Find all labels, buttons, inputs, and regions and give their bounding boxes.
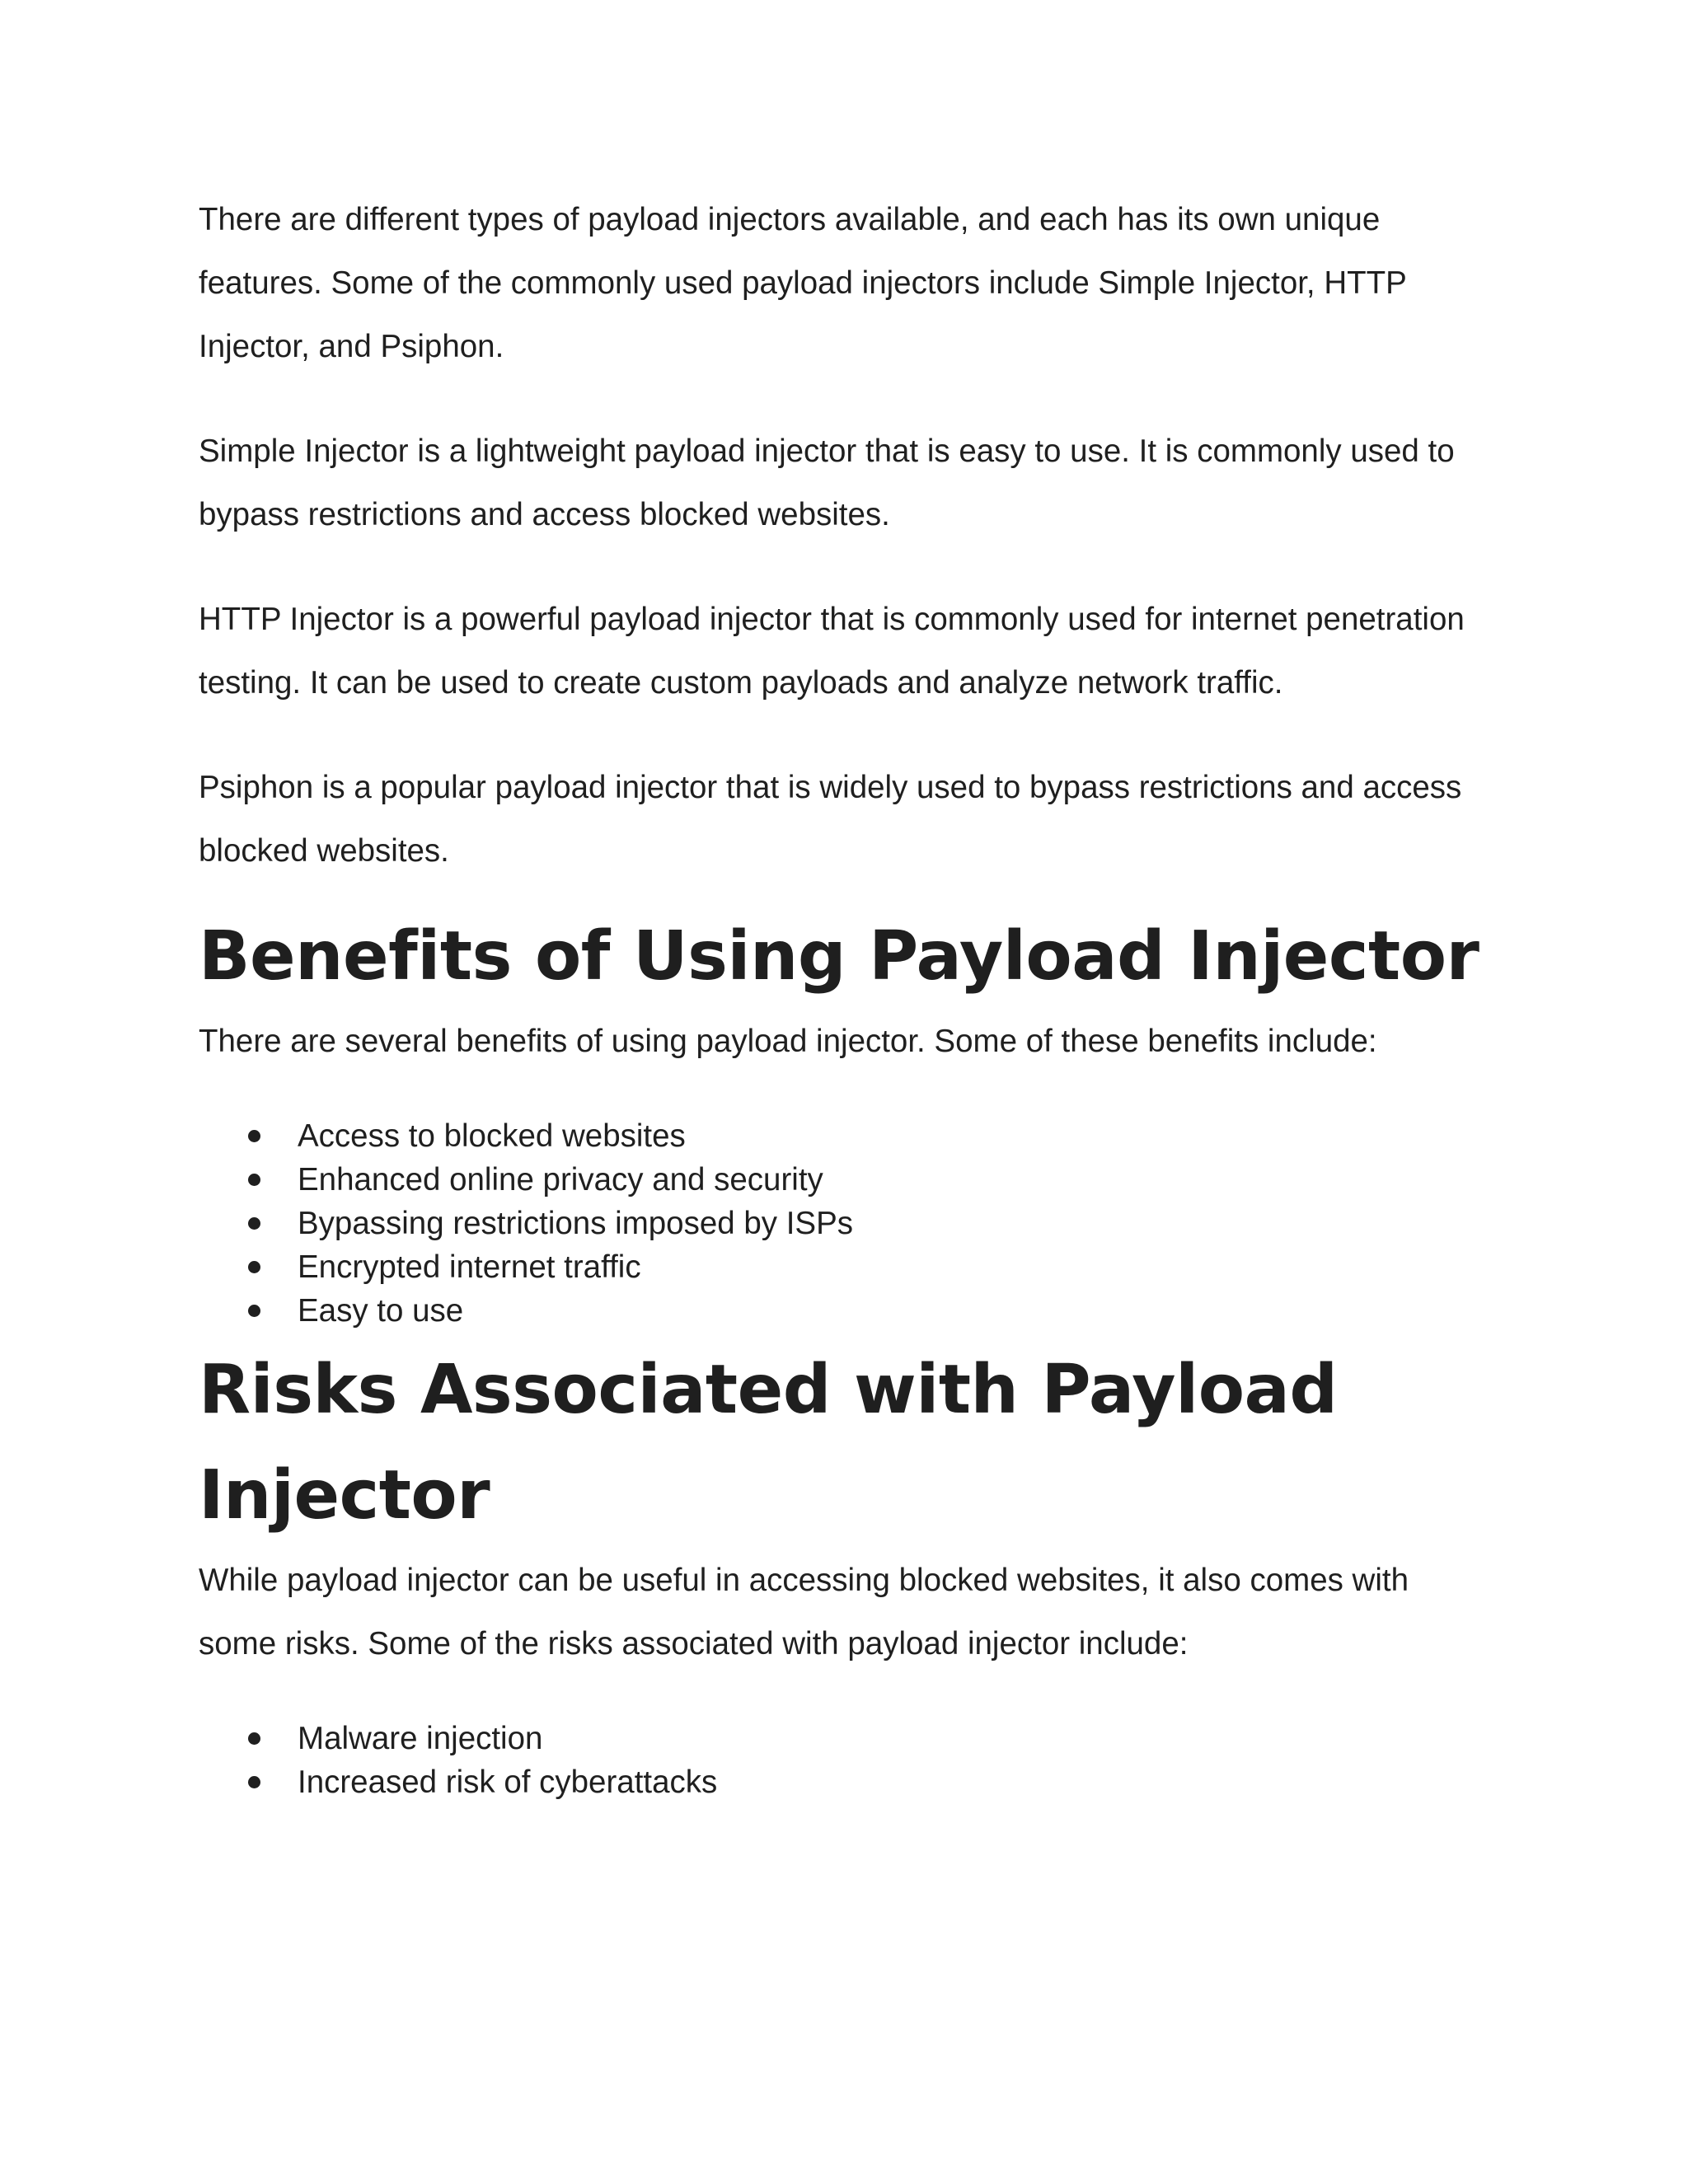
benefits-heading: Benefits of Using Payload Injector (199, 917, 1479, 996)
list-item (199, 1760, 1501, 1804)
bullet-icon (248, 1732, 260, 1745)
list-item (199, 1289, 1501, 1333)
risks-heading (199, 1338, 1501, 1549)
bullet-icon (248, 1776, 260, 1788)
document-page (199, 188, 1501, 1804)
intro-paragraph-types-text: There are different types of payload injectors available, and each has its own unique features. Some of the commonly used payload injectors include Simple Injector, HTTP Injector, and Psiphon. (199, 202, 1407, 364)
list-item-text: Enhanced online privacy and security (298, 1162, 823, 1197)
benefits-intro: There are several benefits of using payload injector. Some of these benefits include: (199, 1024, 1377, 1059)
list-item (199, 1114, 1501, 1158)
risks-heading-line2: Injector (199, 1456, 490, 1535)
list-item (199, 1202, 1501, 1245)
intro-paragraph-psiphon-text: Psiphon is a popular payload injector that is widely used to bypass restrictions and access blocked websites. (199, 770, 1462, 869)
list-item-text: Easy to use (298, 1293, 464, 1329)
list-item-text: Access to blocked websites (298, 1118, 686, 1154)
intro-paragraph-types (199, 188, 1468, 378)
list-item-text: Malware injection (298, 1721, 543, 1756)
risks-intro-text: While payload injector can be useful in accessing blocked websites, it also comes with some risks. Some of the risks associated with payload injector include: (199, 1563, 1409, 1661)
bullet-icon (248, 1261, 260, 1273)
list-item (199, 1245, 1501, 1289)
risks-heading-line1: Risks Associated with Payload (199, 1351, 1338, 1429)
intro-paragraph-http-injector-text: HTTP Injector is a powerful payload injector that is commonly used for internet penetration testing. It can be used to create custom payloads and analyze network traffic. (199, 602, 1465, 701)
bullet-icon (248, 1217, 260, 1230)
risks-list (199, 1717, 1501, 1804)
benefits-list (199, 1114, 1501, 1333)
bullet-icon (248, 1130, 260, 1142)
intro-paragraph-simple-injector-text: Simple Injector is a lightweight payload injector that is easy to use. It is commonly used to bypass restrictions and access blocked websites. (199, 434, 1455, 532)
list-item-text: Increased risk of cyberattacks (298, 1765, 718, 1800)
list-item (199, 1158, 1501, 1202)
risks-intro (199, 1549, 1484, 1675)
list-item-text: Bypassing restrictions imposed by ISPs (298, 1206, 854, 1241)
intro-paragraph-psiphon (199, 756, 1468, 883)
list-item-text: Encrypted internet traffic (298, 1249, 641, 1285)
bullet-icon (248, 1174, 260, 1186)
intro-paragraph-http-injector (199, 588, 1468, 715)
list-item (199, 1717, 1501, 1760)
intro-paragraph-simple-injector (199, 419, 1484, 546)
bullet-icon (248, 1305, 260, 1317)
